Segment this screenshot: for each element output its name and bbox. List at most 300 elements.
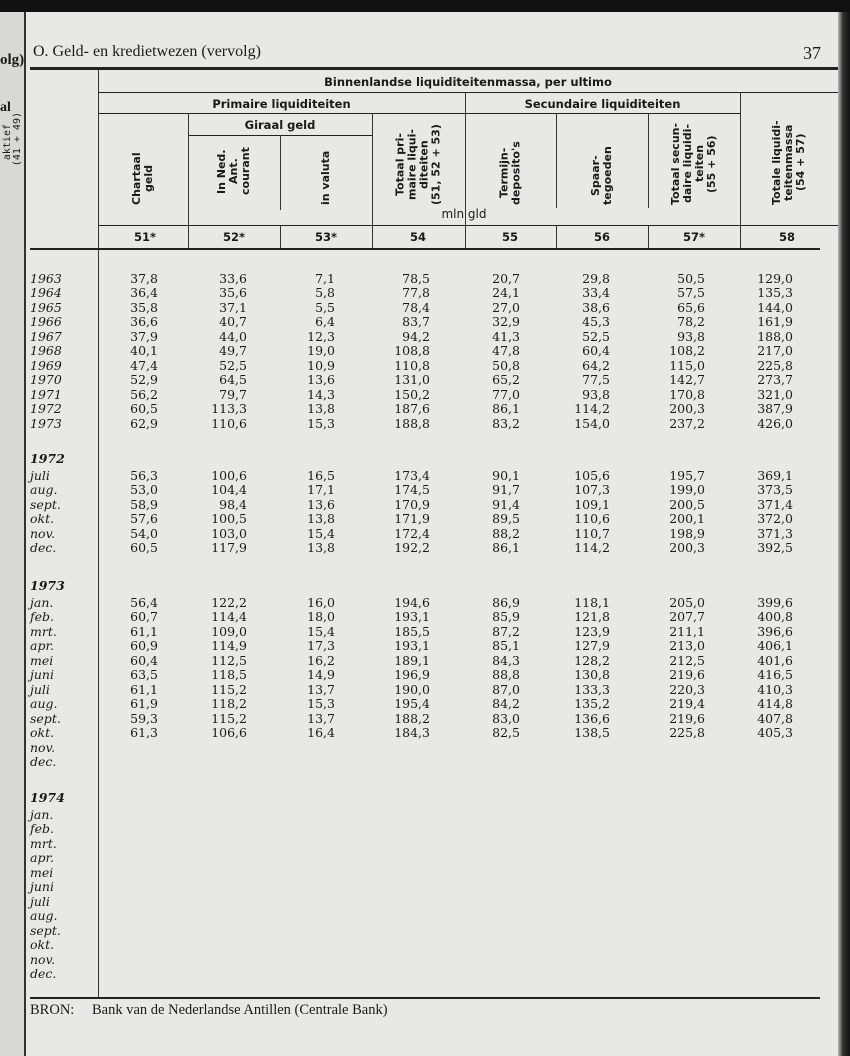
cell-value: 138,5 xyxy=(574,725,610,741)
cell-value: 37,9 xyxy=(130,328,158,344)
section-heading: 1973 xyxy=(30,578,65,593)
cell-value: 12,3 xyxy=(307,328,335,344)
divider xyxy=(98,113,740,114)
cell-value: 401,6 xyxy=(757,652,793,668)
cell-value: 121,8 xyxy=(574,609,610,625)
cell-value: 189,1 xyxy=(394,652,430,668)
section-heading: 1972 xyxy=(30,451,65,466)
row-label: juni xyxy=(30,879,54,895)
cell-value: 110,7 xyxy=(574,525,610,541)
cell-value: 37,1 xyxy=(219,299,247,315)
cell-value: 173,4 xyxy=(394,468,430,483)
column-number: 53* xyxy=(314,230,338,244)
row-label: dec. xyxy=(30,753,57,769)
cell-value: 193,1 xyxy=(394,609,430,625)
row-label: dec. xyxy=(30,965,57,981)
top-rule xyxy=(30,67,838,70)
cell-value: 114,4 xyxy=(211,609,247,625)
cell-value: 225,8 xyxy=(669,725,705,741)
row-label: okt. xyxy=(30,937,55,953)
cell-value: 109,0 xyxy=(211,623,247,639)
cell-value: 13,7 xyxy=(307,710,335,726)
cell-value: 56,3 xyxy=(130,468,158,483)
cell-value: 130,8 xyxy=(574,667,610,683)
cell-value: 64,5 xyxy=(219,372,247,388)
cell-value: 131,0 xyxy=(394,372,430,388)
cell-value: 29,8 xyxy=(582,271,610,286)
row-label: 1970 xyxy=(30,372,62,388)
cell-value: 15,3 xyxy=(307,696,335,712)
cell-value: 190,0 xyxy=(394,681,430,697)
cell-value: 113,3 xyxy=(211,401,247,417)
cell-value: 373,5 xyxy=(757,482,793,498)
row-label: 1963 xyxy=(30,271,62,286)
source-text: Bank van de Nederlandse Antillen (Centrale Bank) xyxy=(92,1002,388,1018)
cell-value: 61,1 xyxy=(130,623,158,639)
divider xyxy=(556,225,557,248)
row-label: apr. xyxy=(30,850,55,866)
cell-value: 13,8 xyxy=(307,511,335,527)
row-label: mei xyxy=(30,864,54,880)
cell-value: 184,3 xyxy=(394,725,430,741)
cell-value: 211,1 xyxy=(669,623,705,639)
cell-value: 60,5 xyxy=(130,401,158,417)
cell-value: 16,0 xyxy=(307,595,335,610)
cell-value: 213,0 xyxy=(669,638,705,654)
column-header: Totaal secun- daire liquidi- teiten (55 + 56) xyxy=(669,122,718,205)
cell-value: 78,2 xyxy=(677,314,705,330)
row-label: feb. xyxy=(30,821,54,837)
cell-value: 84,2 xyxy=(492,696,520,712)
row-label: aug. xyxy=(30,482,58,498)
row-label: juni xyxy=(30,667,54,683)
cell-value: 219,6 xyxy=(669,667,705,683)
cell-value: 53,0 xyxy=(130,482,158,498)
row-label: 1972 xyxy=(30,401,62,417)
cell-value: 136,6 xyxy=(574,710,610,726)
column-header: Totaal pri- maire liqui- diteiten (51, 52 + 53) xyxy=(393,124,443,205)
cell-value: 115,2 xyxy=(211,681,247,697)
cell-value: 200,3 xyxy=(669,540,705,556)
cell-value: 13,6 xyxy=(307,496,335,512)
cell-value: 105,6 xyxy=(574,468,610,483)
cell-value: 16,5 xyxy=(307,468,335,483)
cell-value: 321,0 xyxy=(757,386,793,402)
cell-value: 100,6 xyxy=(211,468,247,483)
cell-value: 135,2 xyxy=(574,696,610,712)
cell-value: 87,2 xyxy=(492,623,520,639)
cell-value: 192,2 xyxy=(394,540,430,556)
cell-value: 16,2 xyxy=(307,652,335,668)
cell-value: 405,3 xyxy=(757,725,793,741)
row-label: jan. xyxy=(30,807,54,822)
row-label: mei xyxy=(30,652,54,668)
cell-value: 135,3 xyxy=(757,285,793,301)
cell-value: 225,8 xyxy=(757,357,793,373)
cell-value: 44,0 xyxy=(219,328,247,344)
cell-value: 62,9 xyxy=(130,415,158,431)
cell-value: 40,7 xyxy=(219,314,247,330)
row-label: sept. xyxy=(30,710,61,726)
cell-value: 108,8 xyxy=(394,343,430,359)
group-primary-heading: Primaire liquiditeiten xyxy=(212,97,351,111)
cell-value: 84,3 xyxy=(492,652,520,668)
cell-value: 109,1 xyxy=(574,496,610,512)
cell-value: 200,5 xyxy=(669,496,705,512)
cell-value: 47,4 xyxy=(130,357,158,373)
row-label: nov. xyxy=(30,951,56,967)
cell-value: 129,0 xyxy=(757,271,793,286)
cell-value: 79,7 xyxy=(219,386,247,402)
cell-value: 33,4 xyxy=(582,285,610,301)
cell-value: 127,9 xyxy=(574,638,610,654)
page-number: 37 xyxy=(803,43,821,63)
scan-top-border xyxy=(0,0,850,12)
cell-value: 426,0 xyxy=(757,415,793,431)
row-label: 1973 xyxy=(30,415,62,431)
cell-value: 65,6 xyxy=(677,299,705,315)
cell-value: 57,6 xyxy=(130,511,158,527)
cell-value: 93,8 xyxy=(582,386,610,402)
cell-value: 112,5 xyxy=(211,652,247,668)
main-heading: Binnenlandse liquiditeitenmassa, per ultimo xyxy=(324,75,612,89)
column-number: 54 xyxy=(409,230,426,244)
cell-value: 13,8 xyxy=(307,540,335,556)
row-label: mrt. xyxy=(30,835,57,851)
cell-value: 54,0 xyxy=(130,525,158,541)
cell-value: 6,4 xyxy=(315,314,335,330)
cell-value: 185,5 xyxy=(394,623,430,639)
cell-value: 110,8 xyxy=(394,357,430,373)
cell-value: 16,4 xyxy=(307,725,335,741)
cell-value: 86,1 xyxy=(492,401,520,417)
column-header: Totale liquidi- teitenmassa (54 + 57) xyxy=(770,120,807,205)
cell-value: 399,6 xyxy=(757,595,793,610)
row-label: jan. xyxy=(30,595,54,610)
cell-value: 32,9 xyxy=(492,314,520,330)
cell-value: 20,7 xyxy=(492,271,520,286)
row-label: nov. xyxy=(30,739,56,755)
cell-value: 108,2 xyxy=(669,343,705,359)
cell-value: 10,9 xyxy=(307,357,335,373)
column-number: 52* xyxy=(222,230,246,244)
bottom-rule xyxy=(30,997,820,999)
cell-value: 128,2 xyxy=(574,652,610,668)
cell-value: 142,7 xyxy=(669,372,705,388)
column-number: 58 xyxy=(778,230,795,244)
cell-value: 59,3 xyxy=(130,710,158,726)
row-label: feb. xyxy=(30,609,54,625)
cell-value: 104,4 xyxy=(211,482,247,498)
source-label: BRON: xyxy=(30,1002,75,1018)
cell-value: 60,9 xyxy=(130,638,158,654)
cell-value: 60,4 xyxy=(130,652,158,668)
cell-value: 193,1 xyxy=(394,638,430,654)
divider xyxy=(648,225,649,248)
row-label: apr. xyxy=(30,638,55,654)
cell-value: 86,9 xyxy=(492,595,520,610)
row-label: nov. xyxy=(30,525,56,541)
cell-value: 85,9 xyxy=(492,609,520,625)
cell-value: 45,3 xyxy=(582,314,610,330)
prev-page-fragment: (41 + 49) xyxy=(12,112,23,167)
cell-value: 5,8 xyxy=(315,285,335,301)
cell-value: 406,1 xyxy=(757,638,793,654)
cell-value: 371,3 xyxy=(757,525,793,541)
cell-value: 77,0 xyxy=(492,386,520,402)
cell-value: 237,2 xyxy=(669,415,705,431)
cell-value: 114,2 xyxy=(574,401,610,417)
row-label: 1964 xyxy=(30,285,62,301)
cell-value: 219,4 xyxy=(669,696,705,712)
cell-value: 77,5 xyxy=(582,372,610,388)
cell-value: 122,2 xyxy=(211,595,247,610)
cell-value: 118,5 xyxy=(211,667,247,683)
prev-page-fragment: aktief xyxy=(2,124,13,161)
cell-value: 199,0 xyxy=(669,482,705,498)
cell-value: 60,7 xyxy=(130,609,158,625)
divider xyxy=(98,92,838,93)
cell-value: 133,3 xyxy=(574,681,610,697)
cell-value: 82,5 xyxy=(492,725,520,741)
cell-value: 170,8 xyxy=(669,386,705,402)
group-secondary-heading: Secundaire liquiditeiten xyxy=(524,97,681,111)
row-label: 1968 xyxy=(30,343,62,359)
cell-value: 171,9 xyxy=(394,511,430,527)
cell-value: 371,4 xyxy=(757,496,793,512)
cell-value: 77,8 xyxy=(402,285,430,301)
cell-value: 61,9 xyxy=(130,696,158,712)
cell-value: 400,8 xyxy=(757,609,793,625)
cell-value: 78,5 xyxy=(402,271,430,286)
cell-value: 110,6 xyxy=(211,415,247,431)
cell-value: 13,6 xyxy=(307,372,335,388)
column-header: Spaar- tegoeden xyxy=(589,146,614,205)
cell-value: 50,8 xyxy=(492,357,520,373)
cell-value: 94,2 xyxy=(402,328,430,344)
page-title: O. Geld- en kredietwezen (vervolg) xyxy=(33,43,261,60)
row-label: aug. xyxy=(30,908,58,924)
cell-value: 36,4 xyxy=(130,285,158,301)
cell-value: 52,9 xyxy=(130,372,158,388)
cell-value: 170,9 xyxy=(394,496,430,512)
cell-value: 106,6 xyxy=(211,725,247,741)
cell-value: 195,7 xyxy=(669,468,705,483)
cell-value: 78,4 xyxy=(402,299,430,315)
cell-value: 114,9 xyxy=(211,638,247,654)
cell-value: 150,2 xyxy=(394,386,430,402)
row-label: juli xyxy=(30,893,50,909)
cell-value: 172,4 xyxy=(394,525,430,541)
cell-value: 372,0 xyxy=(757,511,793,527)
cell-value: 387,9 xyxy=(757,401,793,417)
row-label: 1971 xyxy=(30,386,62,402)
cell-value: 52,5 xyxy=(582,328,610,344)
column-number: 51* xyxy=(133,230,157,244)
cell-value: 200,1 xyxy=(669,511,705,527)
column-number: 57* xyxy=(682,230,706,244)
cell-value: 103,0 xyxy=(211,525,247,541)
cell-value: 13,7 xyxy=(307,681,335,697)
cell-value: 7,1 xyxy=(315,271,335,286)
cell-value: 57,5 xyxy=(677,285,705,301)
row-label: 1966 xyxy=(30,314,62,330)
cell-value: 188,8 xyxy=(394,415,430,431)
scan-right-border xyxy=(838,12,850,1056)
cell-value: 187,6 xyxy=(394,401,430,417)
cell-value: 86,1 xyxy=(492,540,520,556)
cell-value: 123,9 xyxy=(574,623,610,639)
cell-value: 205,0 xyxy=(669,595,705,610)
column-number: 56 xyxy=(593,230,610,244)
cell-value: 52,5 xyxy=(219,357,247,373)
cell-value: 87,0 xyxy=(492,681,520,697)
cell-value: 107,3 xyxy=(574,482,610,498)
cell-value: 161,9 xyxy=(757,314,793,330)
cell-value: 196,9 xyxy=(394,667,430,683)
row-label: 1969 xyxy=(30,357,62,373)
cell-value: 110,6 xyxy=(574,511,610,527)
cell-value: 100,5 xyxy=(211,511,247,527)
cell-value: 50,5 xyxy=(677,271,705,286)
cell-value: 58,9 xyxy=(130,496,158,512)
cell-value: 65,2 xyxy=(492,372,520,388)
row-label: mrt. xyxy=(30,623,57,639)
cell-value: 396,6 xyxy=(757,623,793,639)
cell-value: 63,5 xyxy=(130,667,158,683)
cell-value: 41,3 xyxy=(492,328,520,344)
row-label: 1967 xyxy=(30,328,62,344)
cell-value: 416,5 xyxy=(757,667,793,683)
cell-value: 414,8 xyxy=(757,696,793,712)
column-header: Chartaal geld xyxy=(130,152,155,205)
row-label: okt. xyxy=(30,511,55,527)
unit-label: mln gld xyxy=(441,207,487,221)
section-heading: 1974 xyxy=(30,790,65,805)
cell-value: 83,2 xyxy=(492,415,520,431)
cell-value: 118,2 xyxy=(211,696,247,712)
cell-value: 188,0 xyxy=(757,328,793,344)
cell-value: 273,7 xyxy=(757,372,793,388)
cell-value: 61,3 xyxy=(130,725,158,741)
cell-value: 115,2 xyxy=(211,710,247,726)
cell-value: 207,7 xyxy=(669,609,705,625)
row-label: aug. xyxy=(30,696,58,712)
row-label: juli xyxy=(30,468,50,483)
cell-value: 60,4 xyxy=(582,343,610,359)
cell-value: 19,0 xyxy=(307,343,335,359)
column-header: In Ned. Ant. courant xyxy=(215,147,252,196)
cell-value: 5,5 xyxy=(315,299,335,315)
cell-value: 56,4 xyxy=(130,595,158,610)
cell-value: 33,6 xyxy=(219,271,247,286)
cell-value: 89,5 xyxy=(492,511,520,527)
cell-value: 410,3 xyxy=(757,681,793,697)
cell-value: 91,7 xyxy=(492,482,520,498)
cell-value: 14,3 xyxy=(307,386,335,402)
cell-value: 36,6 xyxy=(130,314,158,330)
cell-value: 47,8 xyxy=(492,343,520,359)
cell-value: 83,7 xyxy=(402,314,430,330)
cell-value: 198,9 xyxy=(669,525,705,541)
cell-value: 85,1 xyxy=(492,638,520,654)
previous-page-edge xyxy=(0,12,26,1056)
cell-value: 15,3 xyxy=(307,415,335,431)
cell-value: 38,6 xyxy=(582,299,610,315)
row-label: 1965 xyxy=(30,299,62,315)
cell-value: 118,1 xyxy=(574,595,610,610)
cell-value: 40,1 xyxy=(130,343,158,359)
prev-page-fragment: olg) xyxy=(0,52,25,68)
cell-value: 18,0 xyxy=(307,609,335,625)
cell-value: 49,7 xyxy=(219,343,247,359)
cell-value: 61,1 xyxy=(130,681,158,697)
cell-value: 93,8 xyxy=(677,328,705,344)
cell-value: 37,8 xyxy=(130,271,158,286)
cell-value: 88,2 xyxy=(492,525,520,541)
cell-value: 114,2 xyxy=(574,540,610,556)
cell-value: 117,9 xyxy=(211,540,247,556)
cell-value: 13,8 xyxy=(307,401,335,417)
cell-value: 154,0 xyxy=(574,415,610,431)
row-label: juli xyxy=(30,681,50,697)
prev-page-fragment: al xyxy=(0,100,11,115)
cell-value: 91,4 xyxy=(492,496,520,512)
cell-value: 17,1 xyxy=(307,482,335,498)
column-header: in valuta xyxy=(319,150,332,205)
cell-value: 212,5 xyxy=(669,652,705,668)
cell-value: 17,3 xyxy=(307,638,335,654)
cell-value: 174,5 xyxy=(394,482,430,498)
row-label: dec. xyxy=(30,540,57,556)
cell-value: 35,6 xyxy=(219,285,247,301)
cell-value: 83,0 xyxy=(492,710,520,726)
cell-value: 15,4 xyxy=(307,525,335,541)
cell-value: 392,5 xyxy=(757,540,793,556)
cell-value: 88,8 xyxy=(492,667,520,683)
divider xyxy=(98,225,838,226)
row-label: sept. xyxy=(30,922,61,938)
cell-value: 194,6 xyxy=(394,595,430,610)
cell-value: 90,1 xyxy=(492,468,520,483)
cell-value: 15,4 xyxy=(307,623,335,639)
cell-value: 98,4 xyxy=(219,496,247,512)
cell-value: 64,2 xyxy=(582,357,610,373)
divider xyxy=(280,225,281,248)
row-label: sept. xyxy=(30,496,61,512)
cell-value: 60,5 xyxy=(130,540,158,556)
cell-value: 220,3 xyxy=(669,681,705,697)
cell-value: 407,8 xyxy=(757,710,793,726)
row-label: okt. xyxy=(30,725,55,741)
header-bottom-rule xyxy=(30,248,820,250)
cell-value: 188,2 xyxy=(394,710,430,726)
cell-value: 24,1 xyxy=(492,285,520,301)
cell-value: 219,6 xyxy=(669,710,705,726)
column-header: Termijn- deposito's xyxy=(497,141,523,205)
cell-value: 369,1 xyxy=(757,468,793,483)
cell-value: 14,9 xyxy=(307,667,335,683)
cell-value: 35,8 xyxy=(130,299,158,315)
cell-value: 195,4 xyxy=(394,696,430,712)
cell-value: 56,2 xyxy=(130,386,158,402)
subgroup-giraal-heading: Giraal geld xyxy=(244,118,316,132)
cell-value: 200,3 xyxy=(669,401,705,417)
cell-value: 217,0 xyxy=(757,343,793,359)
cell-value: 27,0 xyxy=(492,299,520,315)
cell-value: 144,0 xyxy=(757,299,793,315)
column-number: 55 xyxy=(501,230,518,244)
